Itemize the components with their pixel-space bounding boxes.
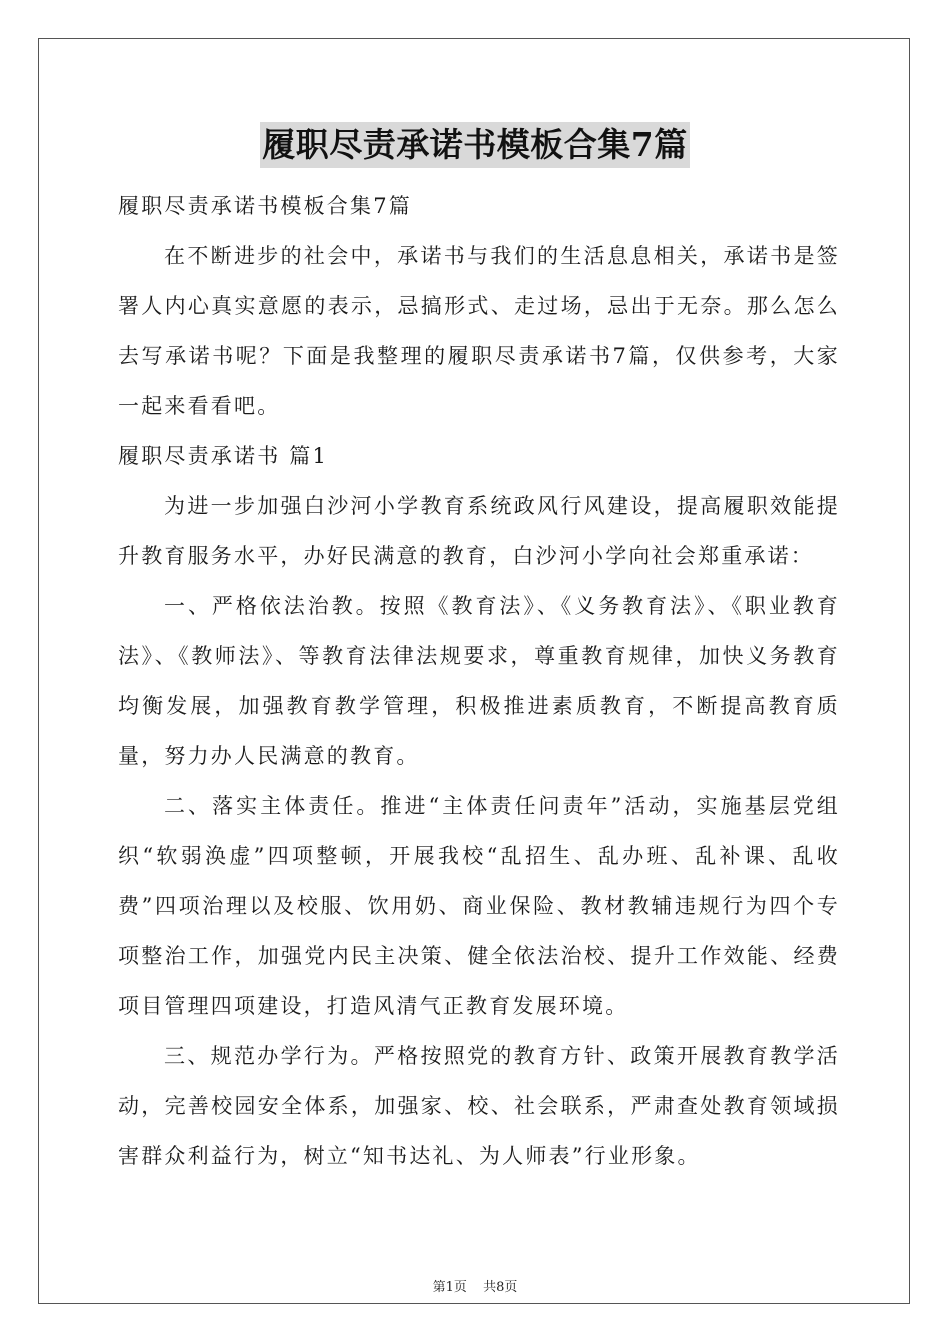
body-paragraph: 三、规范办学行为。严格按照党的教育方针、政策开展教育教学活动，完善校园安全体系，加强家、校、社会联系，严肃查处教育领域损害群众利益行为，树立“知书达礼、为人师表”行业形象。 <box>118 1044 840 1168</box>
section-heading: 履职尽责承诺书 篇1 <box>118 444 329 468</box>
page-footer <box>0 1276 950 1295</box>
intro-paragraph: 在不断进步的社会中，承诺书与我们的生活息息相关，承诺书是签署人内心真实意愿的表示，忌搞形式、走过场，忌出于无奈。那么怎么去写承诺书呢？下面是我整理的履职尽责承诺书7篇，仅供参考，大家一起来看看吧。 <box>118 244 840 418</box>
subtitle-line: 履职尽责承诺书模板合集7篇 <box>118 194 412 218</box>
page-number: 第1页 <box>432 1280 467 1295</box>
body-paragraph: 为进一步加强白沙河小学教育系统政风行风建设，提高履职效能提升教育服务水平，办好民满意的教育，白沙河小学向社会郑重承诺： <box>118 494 840 568</box>
document-title-area <box>0 122 950 168</box>
document-title: 履职尽责承诺书模板合集7篇 <box>260 122 689 168</box>
document-body <box>118 181 840 1181</box>
body-paragraph: 二、落实主体责任。推进“主体责任问责年”活动，实施基层党组织“软弱涣虚”四项整顿，开展我校“乱招生、乱办班、乱补课、乱收费”四项治理以及校服、饮用奶、商业保险、教材教辅违规行为四个专项整治工作，加强党内民主决策、健全依法治校、提升工作效能、经费项目管理四项建设，打造风清气正教育发展环境。 <box>118 794 840 1018</box>
body-paragraph: 一、严格依法治教。按照《教育法》、《义务教育法》、《职业教育法》、《教师法》、等教育法律法规要求，尊重教育规律，加快义务教育均衡发展，加强教育教学管理，积极推进素质教育，不断提高教育质量，努力办人民满意的教育。 <box>118 594 840 768</box>
page-total: 共8页 <box>483 1280 518 1295</box>
